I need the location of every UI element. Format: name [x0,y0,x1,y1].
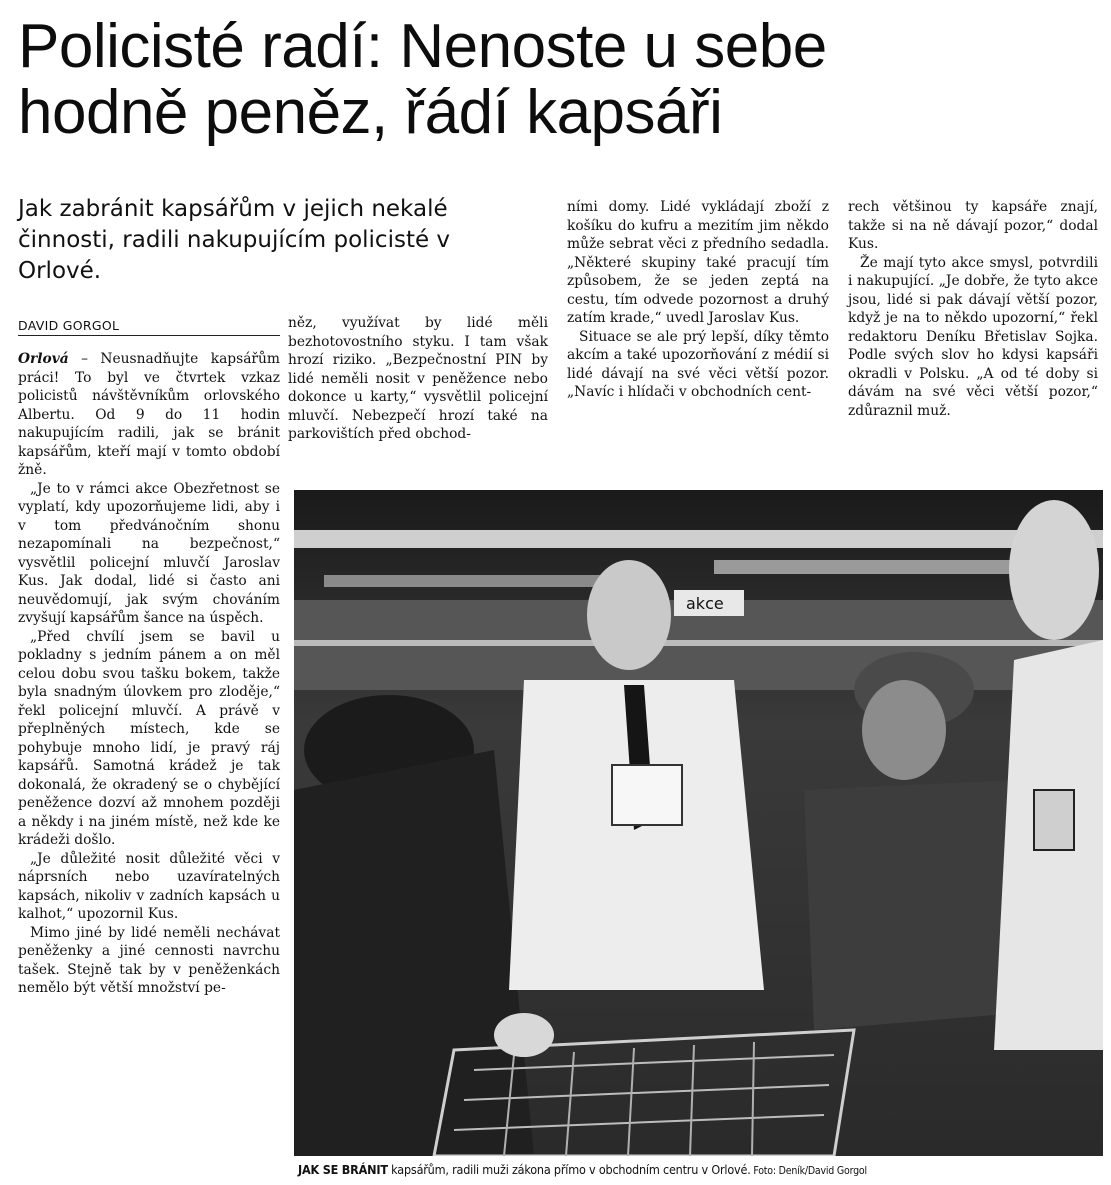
article-paragraph [18,350,280,480]
article-column-1 [18,350,280,998]
store-sign: akce [686,594,724,613]
dateline: Orlová [18,351,69,367]
article-paragraph: Že mají tyto akce smysl, potvrdili i nakupující. „Je dobře, že tyto akce jsou, lidé si pak dávají větší pozor, když je na to někdo upozorní,“ řekl redaktoru Deníku Břetislav Sojka. Podle svých slov ho kdysi kapsáři okradli v Polsku. „A od té doby si dávám na své věci větší pozor,“ zdůraznil muž. [848,254,1098,419]
article-paragraph: „Je to v rámci akce Obezřetnost se vyplatí, kdy upozorňujeme lidi, aby i v tom předvánočním shonu nezapomínali na bezpečnost,“ vysvětlil policejní mluvčí Jaroslav Kus. Jak dodal, lidé si často ani neuvědomují, jak svým chováním zvyšují kapsářům šance na úspěch. [18,480,280,626]
headline-line-2: hodně peněz, řádí kapsáři [18,78,723,147]
article-column-4 [848,198,1098,420]
article-paragraph: Mimo jiné by lidé neměli nechávat peněženky a jiné cennosti navrchu tašek. Stejně tak by v peněženkách nemělo být větší množství pe- [18,924,280,996]
article-paragraph: „Je důležité nosit důležité věci v náprsních nebo uzavíratelných kapsách, nikoliv v zadních kapsách u kalhot,“ upozornil Kus. [18,850,280,922]
photo-illustration [294,490,1103,1156]
article-paragraph: rech většinou ty kapsáře znají, takže si na ně dávají pozor,“ dodal Kus. [848,199,1098,252]
photo-caption [298,1162,1098,1177]
article-text: – Neusnadňujte kapsářům práci! To byl ve čtvrtek vzkaz policistů návštěvníkům orlovského Albertu. Od 9 do 11 hodin nakupujícím radili, jak se bránit kapsářům, kteří mají v tomto období žně. [18,351,280,478]
headline-line-1: Policisté radí: Nenoste u sebe [18,12,827,81]
article-column-2 [288,314,548,444]
lead-paragraph: Jak zabránit kapsářům v jejich nekalé činnosti, radili nakupujícím policisté v Orlové. [18,196,451,284]
article-paragraph: něz, využívat by lidé měli bezhotovostního styku. I tam však hrozí riziko. „Bezpečnostní PIN by lidé neměli nosit v peněžence nebo dokonce u karty,“ vysvětlil policejní mluvčí. Nebezpečí hrozí také na parkovištích před obchod- [288,315,548,442]
news-photo [294,490,1103,1156]
caption-text: kapsářům, radili muži zákona přímo v obchodním centru v Orlové. [387,1162,751,1177]
caption-lead-in: JAK SE BRÁNIT [298,1162,388,1177]
article-paragraph: ními domy. Lidé vykládají zboží z košíku do kufru a mezitím jim někdo může sebrat věci z předního sedadla. „Některé skupiny také pracují tím způsobem, že se jeden zeptá na cestu, tím odvede pozornost a druhý zatím krade,“ uvedl Jaroslav Kus. [567,199,829,326]
article-paragraph: Situace se ale prý lepší, díky těmto akcím a také upozorňování z médií si lidé dávají na své věci větší pozor. „Navíc i hlídači v obchodních cent- [567,328,829,400]
headline [18,14,1098,146]
byline: DAVID GORGOL [18,318,280,336]
article-column-3 [567,198,829,402]
photo-credit: Foto: Deník/David Gorgol [750,1165,867,1177]
article-paragraph: „Před chvílí jsem se bavil u pokladny s jedním pánem a on měl celou dobu svou tašku bokem, takže byla snadným úlovkem pro zloděje,“ řekl policejní mluvčí. A právě v přeplněných místech, kde se pohybuje mnoho lidí, je pravý ráj kapsářů. Samotná krádež je tak dokonalá, že okradený se o chybějící peněžence dozví až mnohem později a někdy i na jiném místě, než kde ke krádeži došlo. [18,628,280,848]
